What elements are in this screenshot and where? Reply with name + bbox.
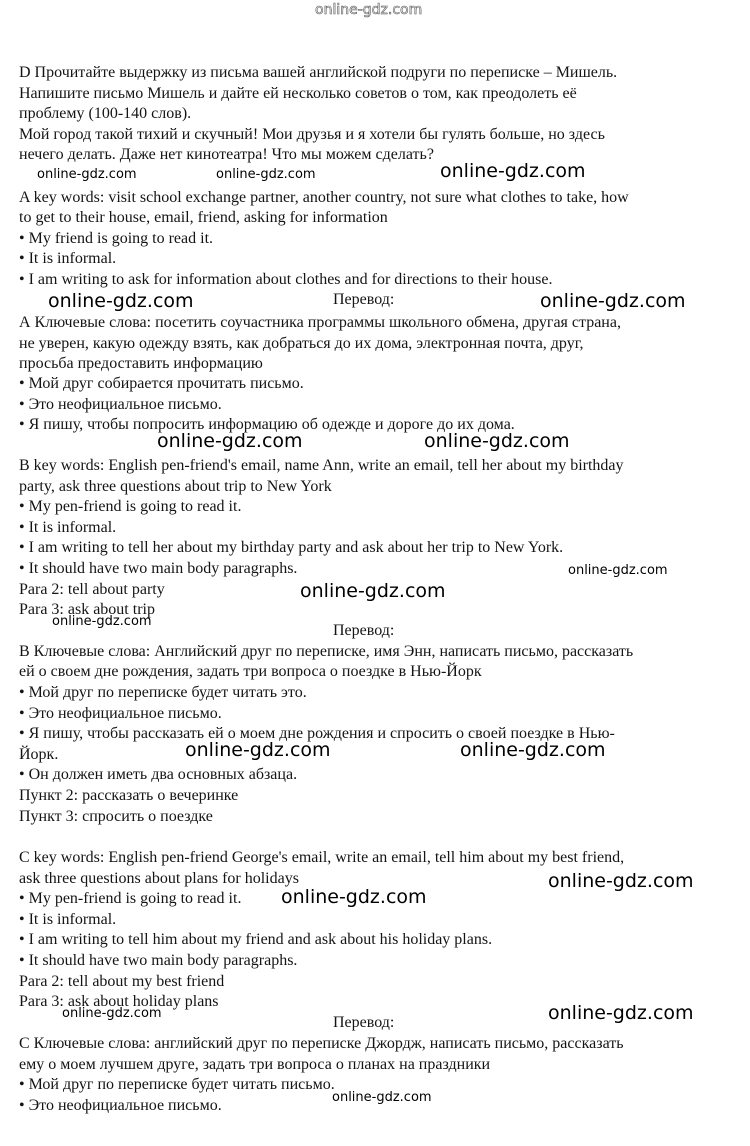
watermark: online-gdz.com bbox=[300, 580, 446, 602]
watermark: online-gdz.com bbox=[440, 160, 586, 182]
section-a-en-line-2: to get to their house, email, friend, asking for information bbox=[19, 209, 388, 226]
watermark: online-gdz.com bbox=[332, 1090, 432, 1105]
translation-label: Перевод: bbox=[333, 622, 395, 639]
section-a-en-bullet-1: • My friend is going to read it. bbox=[19, 230, 214, 247]
task-d-line-4: Мой город такой тихий и скучный! Мои друзья и я хотели бы гулять больше, но здесь bbox=[19, 126, 605, 143]
section-a-en-bullet-3: • I am writing to ask for information about clothes and for directions to their house. bbox=[19, 271, 553, 288]
watermark: online-gdz.com bbox=[52, 614, 152, 629]
translation-label: Перевод: bbox=[333, 291, 395, 308]
watermark: online-gdz.com bbox=[424, 430, 570, 452]
watermark: online-gdz.com bbox=[540, 290, 686, 312]
section-a-en-bullet-2: • It is informal. bbox=[19, 250, 117, 267]
watermark: online-gdz.com bbox=[281, 886, 427, 908]
section-a-ru-line-3: просьба предоставить информацию bbox=[19, 355, 263, 372]
section-a-en-line-1: A key words: visit school exchange partner, another country, not sure what clothes to take, how bbox=[19, 189, 629, 206]
section-b-ru-line-2: ей о своем дне рождения, задать три вопроса о поездке в Нью-Йорк bbox=[19, 663, 482, 680]
task-d-line-2: Напишите письмо Мишель и дайте ей несколько советов о том, как преодолеть её bbox=[19, 85, 577, 102]
section-b-ru-line-1: В Ключевые слова: Английский друг по переписке, имя Энн, написать письмо, рассказать bbox=[19, 643, 634, 660]
section-a-ru-bullet-1: • Мой друг собирается прочитать письмо. bbox=[19, 375, 304, 392]
section-b-en-bullet-4: • It should have two main body paragraphs. bbox=[19, 560, 298, 577]
watermark: online-gdz.com bbox=[568, 563, 668, 578]
section-b-ru-para-3: Пункт 3: спросить о поездке bbox=[19, 808, 213, 825]
section-a-ru-bullet-3: • Я пишу, чтобы попросить информацию об одежде и дороге до их дома. bbox=[19, 416, 515, 433]
section-b-ru-bullet-1: • Мой друг по переписке будет читать это. bbox=[19, 684, 307, 701]
section-c-en-bullet-2: • It is informal. bbox=[19, 911, 117, 928]
section-c-en-bullet-1: • My pen-friend is going to read it. bbox=[19, 890, 242, 907]
watermark: online-gdz.com bbox=[157, 430, 303, 452]
watermark: online-gdz.com bbox=[48, 290, 194, 312]
section-c-en-bullet-4: • It should have two main body paragraphs. bbox=[19, 952, 298, 969]
section-b-ru-bullet-3: • Я пишу, чтобы рассказать ей о моем дне рождения и спросить о своей поездке в Нью- bbox=[19, 725, 615, 742]
section-a-ru-bullet-2: • Это неофициальное письмо. bbox=[19, 396, 222, 413]
section-b-ru-bullet-4: • Он должен иметь два основных абзаца. bbox=[19, 766, 298, 783]
section-c-ru-bullet-1: • Мой друг по переписке будет читать письмо. bbox=[19, 1076, 335, 1093]
watermark: online-gdz.com bbox=[548, 1002, 694, 1024]
task-d-line-3: проблему (100-140 слов). bbox=[19, 105, 192, 122]
section-c-ru-bullet-2: • Это неофициальное письмо. bbox=[19, 1097, 222, 1114]
watermark: online-gdz.com bbox=[62, 1006, 162, 1021]
section-b-en-bullet-3: • I am writing to tell her about my birthday party and ask about her trip to New York. bbox=[19, 539, 564, 556]
section-c-en-bullet-3: • I am writing to tell him about my friend and ask about his holiday plans. bbox=[19, 931, 493, 948]
section-b-en-line-2: party, ask three questions about trip to New York bbox=[19, 478, 332, 495]
watermark: online-gdz.com bbox=[216, 167, 316, 182]
section-c-ru-line-1: С Ключевые слова: английский друг по переписке Джордж, написать письмо, рассказать bbox=[19, 1035, 624, 1052]
section-c-en-line-2: ask three questions about plans for holidays bbox=[19, 870, 299, 887]
section-b-en-bullet-2: • It is informal. bbox=[19, 519, 117, 536]
watermark: online-gdz.com bbox=[460, 739, 606, 761]
section-c-en-para-2: Para 2: tell about my best friend bbox=[19, 973, 225, 990]
section-b-ru-bullet-3-cont: Йорк. bbox=[19, 746, 59, 763]
watermark-top: online-gdz.com bbox=[315, 2, 423, 18]
task-d-line-5: нечего делать. Даже нет кинотеатра! Что мы можем сделать? bbox=[19, 146, 434, 163]
task-d-line-1: D Прочитайте выдержку из письма вашей английской подруги по переписке – Мишель. bbox=[19, 64, 618, 81]
translation-label: Перевод: bbox=[333, 1014, 395, 1031]
section-c-ru-line-2: ему о моем лучшем друге, задать три вопроса о планах на праздники bbox=[19, 1056, 491, 1073]
watermark: online-gdz.com bbox=[37, 167, 137, 182]
section-a-ru-line-1: А Ключевые слова: посетить соучастника программы школьного обмена, другая страна, bbox=[19, 314, 621, 331]
section-b-ru-para-2: Пункт 2: рассказать о вечеринке bbox=[19, 787, 239, 804]
section-b-en-bullet-1: • My pen-friend is going to read it. bbox=[19, 498, 242, 515]
section-a-ru-line-2: не уверен, какую одежду взять, как добраться до их дома, электронная почта, друг, bbox=[19, 335, 584, 352]
section-c-en-line-1: C key words: English pen-friend George's email, write an email, tell him about my best friend, bbox=[19, 849, 625, 866]
section-b-ru-bullet-2: • Это неофициальное письмо. bbox=[19, 705, 222, 722]
watermark: online-gdz.com bbox=[548, 870, 694, 892]
section-c-en-para-3: Para 3: ask about holiday plans bbox=[19, 993, 219, 1010]
section-b-en-line-1: B key words: English pen-friend's email, name Ann, write an email, tell her about my birthday bbox=[19, 457, 624, 474]
section-b-en-para-2: Para 2: tell about party bbox=[19, 581, 165, 598]
section-b-en-para-3: Para 3: ask about trip bbox=[19, 601, 155, 618]
watermark: online-gdz.com bbox=[185, 739, 331, 761]
